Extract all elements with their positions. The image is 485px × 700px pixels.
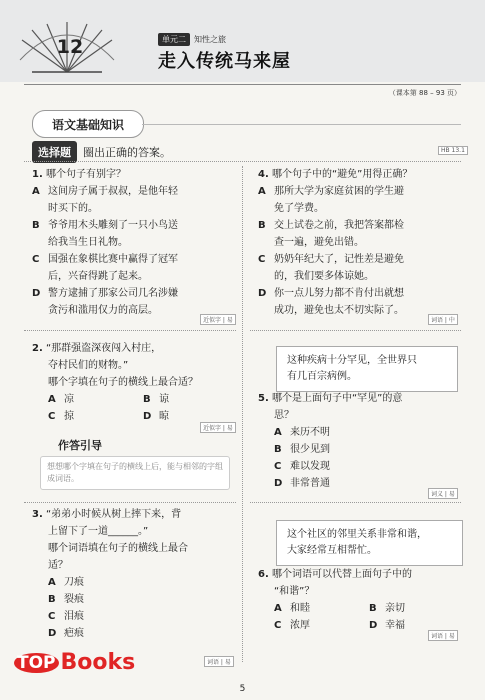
- option-2d[interactable]: D 晾: [143, 411, 169, 422]
- divider: [24, 330, 236, 331]
- option-5b[interactable]: B 很少见到: [274, 444, 330, 455]
- page-number: 5: [239, 684, 246, 694]
- column-divider: [242, 166, 243, 662]
- option-2c[interactable]: C 掠: [48, 411, 74, 422]
- lesson-number: 12: [56, 36, 84, 58]
- section-code: HB 13.1: [438, 146, 468, 155]
- option-1c[interactable]: C 国强在象棋比赛中赢得了冠军 后，兴奋得跳了起来。: [32, 254, 178, 282]
- unit-label: [158, 33, 226, 46]
- divider: [250, 330, 461, 331]
- option-4a[interactable]: A 那所大学为家庭贫困的学生避 免了学费。: [258, 186, 404, 214]
- option-1d[interactable]: D 警方逮捕了那家公司几名涉嫌 贪污和滥用仅力的高层。: [32, 288, 178, 316]
- option-6c[interactable]: C 浓厚: [274, 620, 310, 631]
- textbook-reference: （课本第 88 – 93 页）: [388, 89, 461, 97]
- subsection-heading: [32, 141, 171, 163]
- option-4b[interactable]: B 交上试卷之前，我把答案都检 查一遍，避免出错。: [258, 220, 404, 248]
- option-3a[interactable]: A 刀痕: [48, 577, 84, 588]
- difficulty-tag-5: 词义 | 易: [428, 488, 458, 499]
- reference-sentence-6: 这个社区的邻里关系非常和谐， 大家经常互相帮忙。: [276, 520, 463, 566]
- option-3b[interactable]: B 裂痕: [48, 594, 84, 605]
- lesson-title: 走入传统马来屋: [158, 51, 291, 72]
- answer-guide-body: 想想哪个字填在句子的横线上后，能与相邻的字组成词语。: [40, 456, 230, 490]
- option-6b[interactable]: B 亲切: [369, 603, 405, 614]
- option-2b[interactable]: B 谅: [143, 394, 169, 405]
- unit-name: 知性之旅: [194, 35, 226, 44]
- logo-books: Books: [60, 650, 136, 675]
- option-3d[interactable]: D 疤痕: [48, 628, 84, 639]
- option-4c[interactable]: C 奶奶年纪大了，记性差是避免 的，我们要多体谅她。: [258, 254, 404, 282]
- subsection-tag: 选择题: [32, 141, 77, 163]
- subsection-instruction: 圈出正确的答案。: [83, 146, 171, 159]
- header-divider: [24, 84, 461, 85]
- difficulty-tag-2: 近似字 | 易: [200, 422, 236, 433]
- difficulty-tag-1: 近似字 | 易: [200, 314, 236, 325]
- option-5a[interactable]: A 来历不明: [274, 427, 330, 438]
- divider: [24, 502, 236, 503]
- option-3c[interactable]: C 泪痕: [48, 611, 84, 622]
- section-heading: 语文基础知识: [32, 110, 144, 138]
- answer-guide: [40, 437, 230, 497]
- option-4d[interactable]: D 你一点儿努力都不肯付出就想 成功，避免也太不切实际了。: [258, 288, 404, 316]
- divider: [24, 161, 461, 162]
- difficulty-tag-3: 词语 | 易: [204, 656, 234, 667]
- logo-top: TOP: [14, 653, 59, 673]
- section-divider: [142, 124, 461, 125]
- option-6a[interactable]: A 和睦: [274, 603, 310, 614]
- question-6: 6. 哪个词语可以代替上面句子中的 “和谐”？ A 和睦 B 亲切 C 浓厚 D 幸福: [258, 566, 463, 634]
- question-2: 2. “那群强盗深夜闯入村庄， 夺村民们的财物。” 哪个字填在句子的横线上最合适？ A 凉 B 谅 C 掠 D 晾: [32, 340, 237, 425]
- option-5d[interactable]: D 非常普通: [274, 478, 330, 489]
- topbooks-logo: [14, 650, 135, 675]
- question-5: 5. 哪个是上面句子中“罕见”的意 思？ A 来历不明 B 很少见到 C 难以发现 D 非常普通: [258, 390, 463, 492]
- option-5c[interactable]: C 难以发现: [274, 461, 330, 472]
- question-4: 4. 哪个句子中的“避免”用得正确？ A 那所大学为家庭贫困的学生避 免了学费。 B 交上试卷之前，我把答案都检 查一遍，避免出错。 C 奶奶年纪大了，记性差是避免 的，我们要多体谅她。 D 你一点儿努力都不肯付出就想 成功，避免也太不切实际了。: [258, 166, 463, 319]
- reference-sentence-5: 这种疾病十分罕见，全世界只 有几百宗病例。: [276, 346, 458, 392]
- option-1a[interactable]: A 这间房子属于叔叔，是他年轻 时买下的。: [32, 186, 178, 214]
- unit-box: 单元二: [158, 33, 190, 46]
- lesson-header: [0, 0, 485, 82]
- option-2a[interactable]: A 凉: [48, 394, 74, 405]
- divider: [250, 502, 461, 503]
- option-6d[interactable]: D 幸福: [369, 620, 405, 631]
- option-1b[interactable]: B 爷爷用木头雕刻了一只小鸟送 给我当生日礼物。: [32, 220, 178, 248]
- question-3: 3. “弟弟小时候从树上摔下来，背 上留下了一道______。” 哪个词语填在句子的横线上最合 适？ A 刀痕 B 裂痕 C 泪痕 D 疤痕: [32, 506, 237, 642]
- difficulty-tag-6: 词语 | 易: [428, 630, 458, 641]
- question-1: 1. 哪个句子有别字？ A 这间房子属于叔叔，是他年轻 时买下的。 B 爷爷用木头雕刻了一只小鸟送 给我当生日礼物。 C 国强在象棋比赛中赢得了冠军 后，兴奋得跳了起来。 D 警方逮捕了那家公司几名涉嫌 贪污和滥用仅力的高层。: [32, 166, 237, 319]
- difficulty-tag-4: 词语 | 中: [428, 314, 458, 325]
- answer-guide-title: 作答引导: [58, 439, 102, 452]
